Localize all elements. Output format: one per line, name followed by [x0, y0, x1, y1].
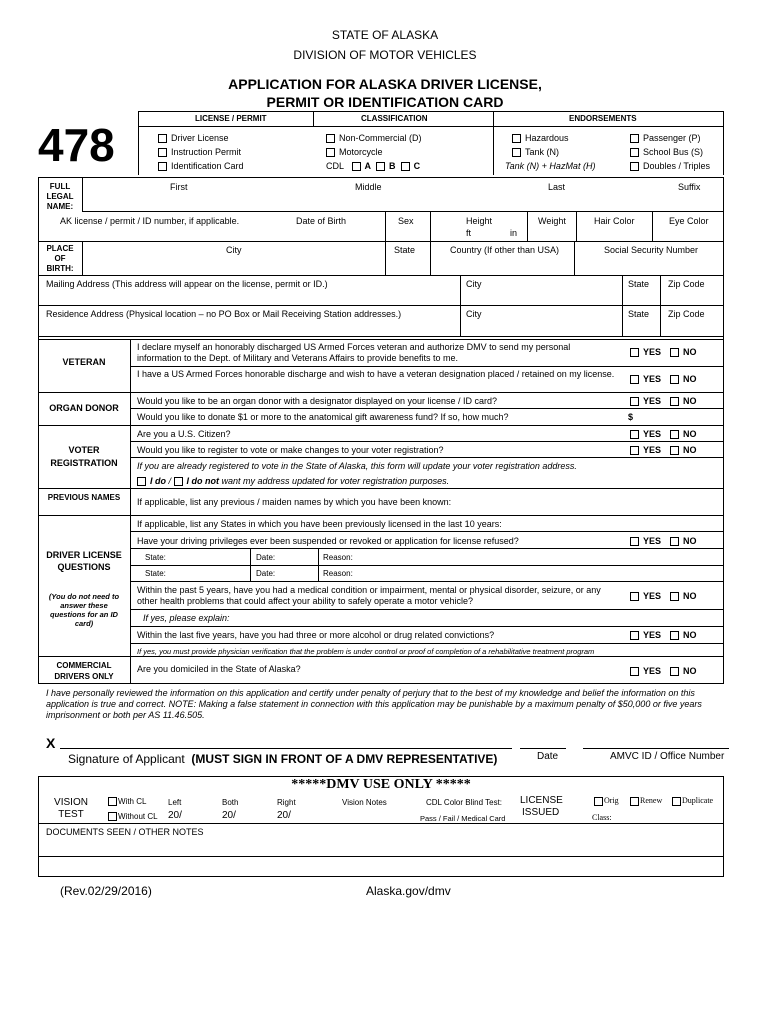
checkbox[interactable] [630, 148, 639, 157]
vision-label: VISION [54, 797, 88, 808]
veteran-label: VETERAN [62, 357, 106, 367]
weight-field[interactable]: Weight [538, 216, 566, 226]
birth-city-field[interactable]: City [226, 245, 242, 255]
pass-fail-field[interactable]: Pass / Fail / Medical Card [420, 814, 506, 823]
checkbox[interactable] [108, 797, 117, 806]
class-option-noncommercial[interactable]: Non-Commercial (D) [326, 133, 422, 143]
full-legal-name-label: FULL LEGAL NAME: [46, 182, 74, 211]
medical-explain-field[interactable]: If yes, please explain: [143, 613, 230, 623]
suspension-state-2[interactable]: State: [145, 569, 166, 578]
endorsement-passenger[interactable]: Passenger (P) [630, 133, 701, 143]
checkbox[interactable] [670, 348, 679, 357]
voter-update-note: If you are already registered to vote in the State of Alaska, this form will update your voter registration address. [137, 461, 577, 471]
cdl-color-blind-label: CDL Color Blind Test: [426, 798, 503, 807]
voter-address-update-choice: I do / I do not want my address updated for voter registration purposes. [137, 476, 449, 486]
license-issued-label-1: LICENSE [520, 795, 563, 806]
voter-registration-label: VOTER REGISTRATION [50, 445, 118, 468]
suspension-date-1[interactable]: Date: [256, 553, 276, 562]
mailing-address-field[interactable]: Mailing Address (This address will appear on the license, permit or ID.) [46, 279, 328, 289]
checkbox[interactable] [630, 134, 639, 143]
donation-amount-field[interactable]: $ [628, 412, 634, 422]
amvc-id-field[interactable]: AMVC ID / Office Number [610, 751, 725, 762]
last-name-field[interactable]: Last [548, 182, 566, 192]
checkbox[interactable] [376, 162, 385, 171]
register-vote-no[interactable]: NO [670, 445, 697, 455]
checkbox[interactable] [630, 592, 639, 601]
checkbox[interactable] [630, 797, 639, 806]
organ-question-2: Would you like to donate $1 or more to the anatomical gift awareness fund? If so, how much? [137, 412, 509, 422]
checkbox[interactable] [352, 162, 361, 171]
first-name-field[interactable]: First [170, 182, 188, 192]
dmv-use-only-heading: *****DMV USE ONLY ***** [291, 777, 471, 792]
certification-statement: I have personally reviewed the information on this application and certify under penalty of perjury that to the best of my knowledge and belief the information on this application is true and correct. NOTE: Making a false statement in connection with this application may be punishable by a maximum penalty of $50,000 or five years imprisonment or both per AS 11.46.505. [46, 688, 702, 720]
checkbox[interactable] [594, 797, 603, 806]
residence-address-field[interactable]: Residence Address (Physical location – no PO Box or Mail Receiving Station addresses.) [46, 309, 402, 319]
license-option-permit[interactable]: Instruction Permit [158, 147, 241, 157]
alcohol-yes[interactable]: YES [630, 630, 661, 640]
hair-color-field[interactable]: Hair Color [594, 216, 635, 226]
license-option-id[interactable]: Identification Card [158, 161, 244, 171]
signature-x-mark: X [46, 735, 56, 751]
class-field[interactable]: Class: [592, 813, 612, 822]
previous-names-label: PREVIOUS NAMES [47, 493, 121, 502]
vision-left-label: Left [168, 798, 182, 807]
ssn-field[interactable]: Social Security Number [604, 245, 699, 255]
height-ft-label: ft [466, 228, 472, 238]
endorsement-tank-hazmat[interactable]: Tank (N) + HazMat (H) [505, 161, 596, 171]
driver-questions-subnote: (You do not need to answer these questions for an ID card) [48, 592, 120, 628]
checkbox[interactable] [630, 375, 639, 384]
register-vote-question: Would you like to register to vote or make changes to your voter registration? [137, 445, 444, 455]
checkbox[interactable] [670, 430, 679, 439]
veteran-q1-no[interactable]: NO [670, 347, 697, 357]
suspension-date-2[interactable]: Date: [256, 569, 276, 578]
domiciled-yes[interactable]: YES [630, 666, 661, 676]
checkbox[interactable] [630, 430, 639, 439]
revision-date: (Rev.02/29/2016) [60, 884, 152, 898]
with-cl-option[interactable]: With CL [108, 797, 146, 806]
checkbox[interactable] [670, 592, 679, 601]
citizen-no[interactable]: NO [670, 429, 697, 439]
license-option-driver[interactable]: Driver License [158, 133, 229, 143]
suspension-state-1[interactable]: State: [145, 553, 166, 562]
checkbox[interactable] [630, 537, 639, 546]
checkbox[interactable] [630, 667, 639, 676]
medical-question: Within the past 5 years, have you had a medical condition or impairment, mental or physical disorder, seizure, or any other health problems that could affect your ability to safely operate a motor vehicle? [137, 585, 601, 606]
veteran-q2-no[interactable]: NO [670, 374, 697, 384]
checkbox[interactable] [108, 812, 117, 821]
website-link[interactable]: Alaska.gov/dmv [366, 884, 451, 898]
veteran-q2-yes[interactable]: YES [630, 374, 661, 384]
checkbox[interactable] [670, 537, 679, 546]
organ-donor-label: ORGAN DONOR [49, 403, 119, 413]
domiciled-no[interactable]: NO [670, 666, 697, 676]
vision-both-label: Both [222, 798, 239, 807]
checkbox[interactable] [670, 397, 679, 406]
medical-yes[interactable]: YES [630, 591, 661, 601]
class-option-motorcycle[interactable]: Motorcycle [326, 147, 383, 157]
checkbox[interactable] [630, 162, 639, 171]
division-heading: DIVISION OF MOTOR VEHICLES [293, 48, 477, 62]
height-in-label: in [510, 228, 518, 238]
suspension-reason-1[interactable]: Reason: [323, 553, 353, 562]
birth-state-field[interactable]: State [394, 245, 416, 255]
veteran-question-1: I declare myself an honorably discharged US Armed Forces veteran and authorize DMV to send my personal information to the Dept. of Military and Veterans Affairs to provide benefits to me. [137, 342, 571, 363]
signature-date-field[interactable]: Date [537, 751, 559, 762]
suffix-field[interactable]: Suffix [678, 182, 701, 192]
checkbox[interactable] [158, 162, 167, 171]
documents-seen-field[interactable]: DOCUMENTS SEEN / OTHER NOTES [46, 827, 204, 837]
checkbox[interactable] [512, 134, 521, 143]
checkbox[interactable] [670, 667, 679, 676]
previous-names-field[interactable]: If applicable, list any previous / maiden names by which you have been known: [137, 497, 452, 507]
classification-header: CLASSIFICATION [361, 114, 428, 123]
dob-field[interactable]: Date of Birth [296, 216, 347, 226]
checkbox[interactable] [670, 446, 679, 455]
veteran-q1-yes[interactable]: YES [630, 347, 661, 357]
middle-name-field[interactable]: Middle [355, 182, 382, 192]
license-permit-header: LICENSE / PERMIT [195, 114, 267, 123]
mailing-zip-field[interactable]: Zip Code [668, 279, 705, 289]
place-of-birth-label: PLACE OF BIRTH: [46, 244, 74, 273]
orig-option[interactable]: Orig [594, 796, 619, 806]
medical-no[interactable]: NO [670, 591, 697, 601]
form-title-line1: APPLICATION FOR ALASKA DRIVER LICENSE, [228, 76, 542, 92]
endorsement-doubles[interactable]: Doubles / Triples [630, 161, 710, 171]
alcohol-no[interactable]: NO [670, 630, 697, 640]
class-option-cdl[interactable]: CDL A B C [326, 161, 421, 171]
vision-notes-field[interactable]: Vision Notes [342, 798, 387, 807]
checkbox[interactable] [512, 148, 521, 157]
driver-questions-label: DRIVER LICENSE QUESTIONS [46, 550, 122, 572]
sex-field[interactable]: Sex [398, 216, 414, 226]
checkbox[interactable] [630, 631, 639, 640]
height-field[interactable]: Height [466, 216, 493, 226]
alcohol-question: Within the last five years, have you had three or more alcohol or drug related convictions? [137, 630, 495, 640]
checkbox[interactable] [326, 134, 335, 143]
checkbox[interactable] [672, 797, 681, 806]
birth-country-field[interactable]: Country (If other than USA) [450, 245, 560, 255]
physician-verification-note: If yes, you must provide physician verification that the problem is under control or proof of completion of a rehabilitative treatment program [137, 647, 595, 656]
endorsement-school-bus[interactable]: School Bus (S) [630, 147, 703, 157]
checkbox[interactable] [670, 375, 679, 384]
citizen-yes[interactable]: YES [630, 429, 661, 439]
duplicate-option[interactable]: Duplicate [672, 796, 713, 806]
commercial-drivers-label: COMMERCIAL DRIVERS ONLY [54, 661, 114, 681]
mailing-city-field[interactable]: City [466, 279, 482, 289]
vision-right-field[interactable]: 20/ [277, 810, 291, 821]
eye-color-field[interactable]: Eye Color [669, 216, 709, 226]
residence-state-field[interactable]: State [628, 309, 650, 319]
checkbox[interactable] [158, 134, 167, 143]
checkbox[interactable] [158, 148, 167, 157]
checkbox[interactable] [630, 397, 639, 406]
suspended-yes[interactable]: YES [630, 536, 661, 546]
form-title-line2: PERMIT OR IDENTIFICATION CARD [266, 94, 504, 110]
checkbox[interactable] [326, 148, 335, 157]
checkbox[interactable] [630, 348, 639, 357]
vision-left-field[interactable]: 20/ [168, 810, 182, 821]
checkbox[interactable] [670, 631, 679, 640]
renew-option[interactable]: Renew [630, 796, 662, 806]
checkbox[interactable] [174, 477, 183, 486]
checkbox[interactable] [137, 477, 146, 486]
residence-zip-field[interactable]: Zip Code [668, 309, 705, 319]
endorsements-header: ENDORSEMENTS [569, 114, 637, 123]
suspended-no[interactable]: NO [670, 536, 697, 546]
checkbox[interactable] [630, 446, 639, 455]
organ-q1-no[interactable]: NO [670, 396, 697, 406]
license-issued-label-2: ISSUED [522, 807, 560, 818]
signature-field[interactable]: Signature of Applicant (MUST SIGN IN FRONT OF A DMV REPRESENTATIVE) [68, 752, 498, 766]
form-number: 478 [38, 119, 115, 171]
vision-right-label: Right [277, 798, 296, 807]
organ-question-1: Would you like to be an organ donor with a designator displayed on your license / ID card? [137, 396, 498, 406]
checkbox[interactable] [401, 162, 410, 171]
without-cl-option[interactable]: Without CL [108, 812, 158, 821]
test-label: TEST [58, 809, 84, 820]
endorsement-tank[interactable]: Tank (N) [512, 147, 559, 157]
mailing-state-field[interactable]: State [628, 279, 650, 289]
suspended-question: Have your driving privileges ever been suspended or revoked or application for license refused? [137, 536, 519, 546]
domiciled-question: Are you domiciled in the State of Alaska? [137, 664, 301, 674]
suspension-reason-2[interactable]: Reason: [323, 569, 353, 578]
organ-q1-yes[interactable]: YES [630, 396, 661, 406]
license-number-field[interactable]: AK license / permit / ID number, if applicable. [60, 216, 240, 226]
endorsement-hazardous[interactable]: Hazardous [512, 133, 569, 143]
veteran-question-2: I have a US Armed Forces honorable discharge and wish to have a veteran designation placed / retained on my license. [137, 369, 615, 379]
state-heading: STATE OF ALASKA [331, 28, 439, 42]
residence-city-field[interactable]: City [466, 309, 482, 319]
vision-both-field[interactable]: 20/ [222, 810, 236, 821]
previous-states-question: If applicable, list any States in which you have been previously licensed in the last 10 years: [137, 519, 502, 529]
citizen-question: Are you a U.S. Citizen? [137, 429, 231, 439]
register-vote-yes[interactable]: YES [630, 445, 661, 455]
